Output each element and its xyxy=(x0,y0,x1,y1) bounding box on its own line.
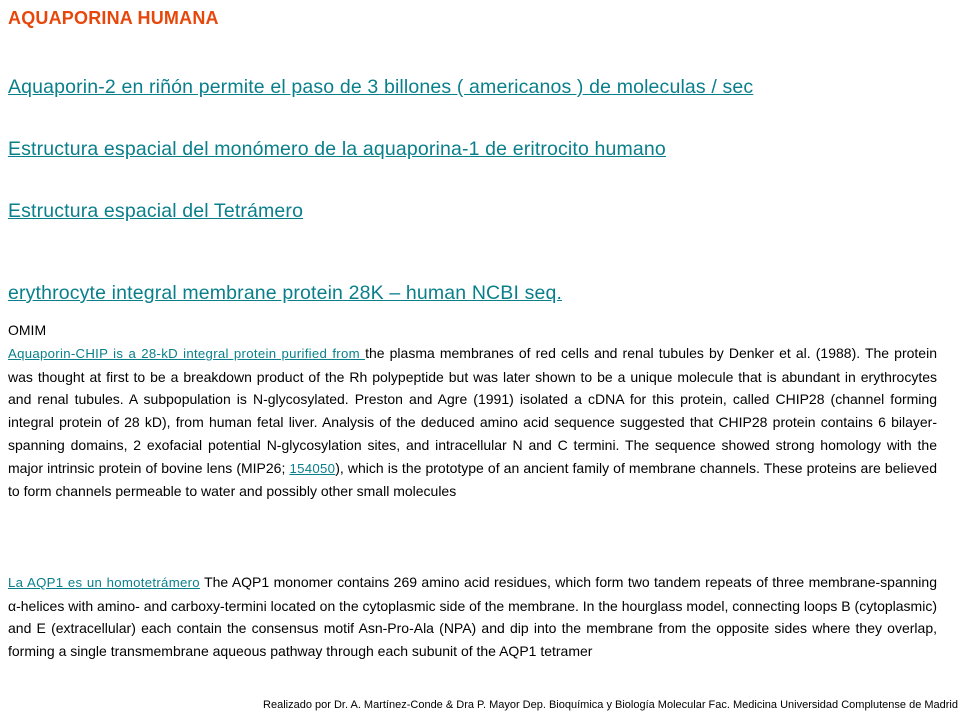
omim-paragraph xyxy=(8,342,937,503)
homotetramer-link[interactable]: La AQP1 es un homotetrámero xyxy=(8,575,200,590)
omim-paragraph-text-b: ), which is the prototype of an ancient family of membrane channels. These proteins are believed to form channels permeable to water and possibly other small molecules xyxy=(8,459,937,500)
omim-paragraph-text-a: the plasma membranes of red cells and renal tubules by Denker et al. (1988). The protein was thought at first to be a breakdown product of the Rh polypeptide but was later shown to be a unique molecule that is abundant in erythrocytes and renal tubules. A subpopulation is N-glycosylated. Preston and Agre (1991) isolated a cDNA for this protein, called CHIP28 (channel forming integral protein of 28 kD), from human fetal liver. Analysis of the deduced amino acid sequence suggested that CHIP28 protein contains 6 bilayer-spanning domains, 2 exofacial potential N-glycosylation sites, and intracellular N and C termini. The sequence showed strong homology with the major intrinsic protein of bovine lens (MIP26; xyxy=(8,345,937,476)
aqp1-paragraph-text: The AQP1 monomer contains 269 amino acid residues, which form two tandem repeats of three membrane-spanning α-helices with amino- and carboxy-termini located on the cytoplasmic side of the membrane. In the hourglass model, connecting loops B (cytoplasmic) and E (extracellular) each contain the consensus motif Asn-Pro-Ala (NPA) and dip into the membrane from the opposite sides where they overlap, forming a single transmembrane aqueous pathway through each subunit of the AQP1 tetramer xyxy=(8,574,937,660)
monomer-structure-link[interactable]: Estructura espacial del monómero de la aquaporina-1 de eritrocito humano xyxy=(8,138,666,160)
ncbi-sequence-link[interactable]: erythrocyte integral membrane protein 28K – human NCBI seq. xyxy=(8,282,563,304)
tetramer-structure-link[interactable]: Estructura espacial del Tetrámero xyxy=(8,200,304,222)
omim-label: OMIM xyxy=(8,322,47,338)
credits-footer: Realizado por Dr. A. Martínez-Conde & Dra P. Mayor Dep. Bioquímica y Biología Molecular Fac. Medicina Universidad Complutense de Madrid xyxy=(263,699,958,711)
aqp1-paragraph xyxy=(8,571,937,663)
aquaporin-chip-link[interactable]: Aquaporin-CHIP is a 28-kD integral protein purified from xyxy=(8,346,366,361)
aquaporin2-link[interactable]: Aquaporin-2 en riñón permite el paso de 3 billones ( americanos ) de moleculas / sec xyxy=(8,76,754,98)
mip26-reference-link[interactable]: 154050 xyxy=(289,460,336,476)
page-title: AQUAPORINA HUMANA xyxy=(8,8,219,28)
